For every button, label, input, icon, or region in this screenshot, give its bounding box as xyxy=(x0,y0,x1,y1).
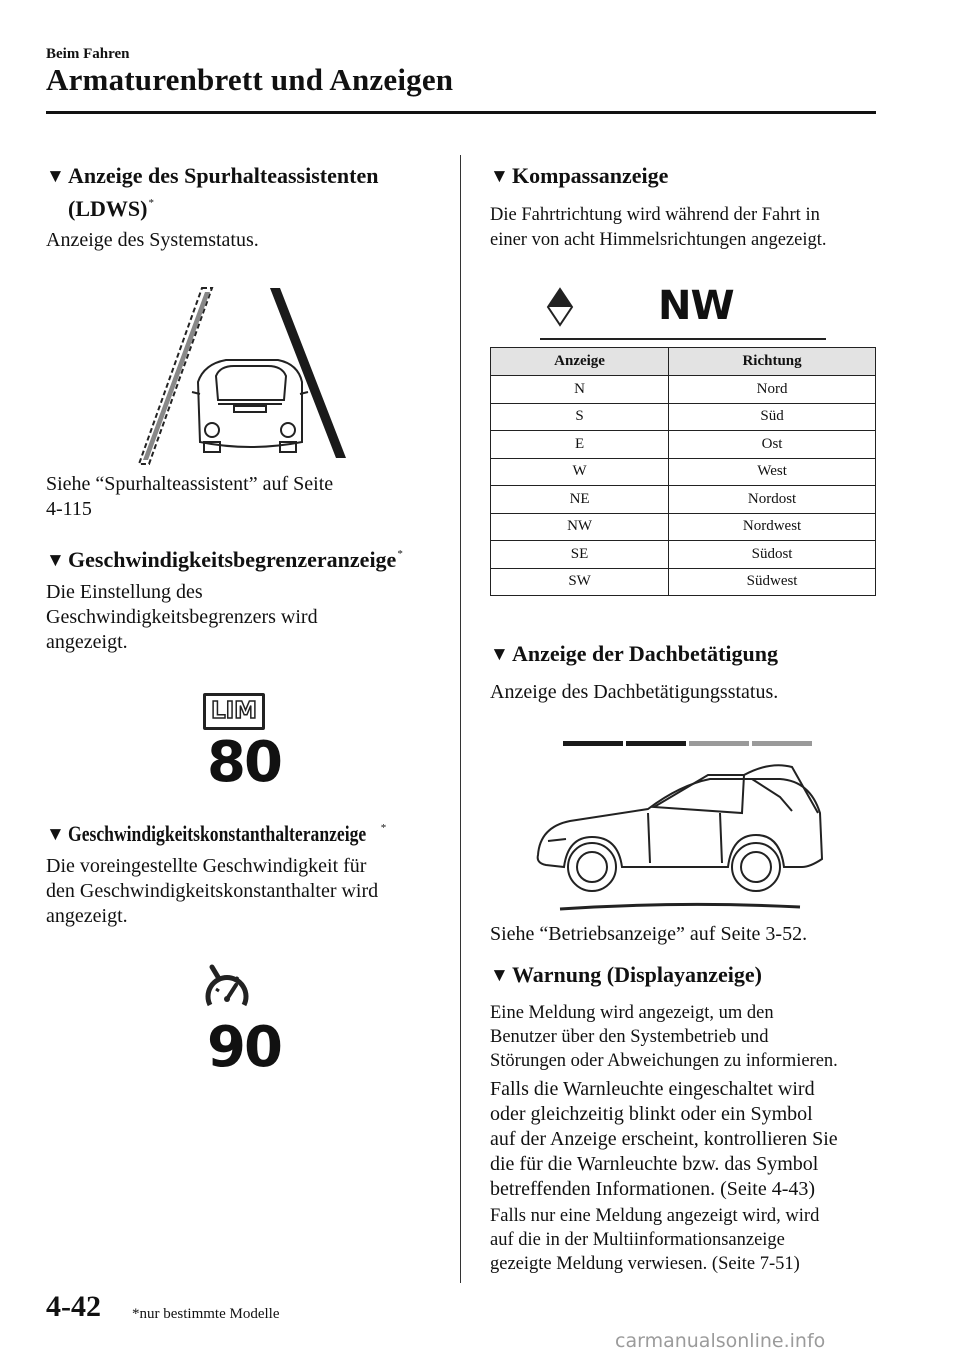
warning-text-body: Falls die Warnleuchte eingeschaltet wird oder gleichzeitig blinkt oder ein Symbol auf der Anzeige erscheint, kontrollieren Sie die für die Warnleuchte bzw. das Symbol betreffenden Informationen. (Seite 4-43) xyxy=(490,1078,838,1200)
triangle-down-icon: ▼ xyxy=(490,644,509,665)
warning-heading: ▼ Warnung (Displayanzeige) xyxy=(490,962,762,987)
lim-badge: LIM xyxy=(203,693,265,730)
compass-direction-table xyxy=(490,347,876,596)
table-header: Richtung xyxy=(669,348,876,376)
table-row: N Nord xyxy=(491,376,876,404)
table-row: NE Nordost xyxy=(491,486,876,514)
limiter-speed-value: 80 xyxy=(207,730,281,795)
cruise-speed-value: 90 xyxy=(207,1015,281,1080)
triangle-down-icon: ▼ xyxy=(490,166,509,187)
table-header: Anzeige xyxy=(491,348,669,376)
ldws-text: Anzeige des Systemstatus. xyxy=(46,229,259,251)
triangle-down-icon: ▼ xyxy=(46,824,65,845)
triangle-down-icon: ▼ xyxy=(490,965,509,986)
table-row: SE Südost xyxy=(491,541,876,569)
table-row: SW Südwest xyxy=(491,568,876,596)
ldws-reference: Siehe “Spurhalteassistent” auf Seite 4-115 xyxy=(46,473,334,520)
warning-text-outro: Falls nur eine Meldung angezeigt wird, wird auf die in der Multiinformationsanzeige gezeigte Meldung verwiesen. (Seite 7-51) xyxy=(490,1206,820,1274)
compass-heading: ▼ Kompassanzeige xyxy=(490,163,669,188)
page-title: Armaturenbrett und Anzeigen xyxy=(46,62,454,97)
triangle-down-icon: ▼ xyxy=(46,550,65,571)
page-number: 4-42 xyxy=(46,1290,101,1323)
warning-text-intro: Eine Meldung wird angezeigt, um den Benutzer über den Systembetrieb und Störungen oder Abweichungen zu informieren. xyxy=(490,1003,838,1071)
compass-display-value: NW xyxy=(658,283,734,329)
ldws-heading: ▼ Anzeige des Spurhalteassistenten (LDWS)* xyxy=(46,163,379,221)
cruise-text: Die voreingestellte Geschwindigkeit für den Geschwindigkeitskonstanthalter wird angezeigt. xyxy=(46,855,379,927)
column-divider xyxy=(460,155,461,1283)
table-row: W West xyxy=(491,458,876,486)
cruise-speedometer-icon xyxy=(204,963,250,1011)
watermark: carmanualsonline.info xyxy=(615,1330,826,1352)
table-row: NW Nordwest xyxy=(491,513,876,541)
compass-needle-icon xyxy=(538,287,582,327)
roof-status-illustration xyxy=(530,735,830,915)
compass-text: Die Fahrtrichtung wird während der Fahrt in einer von acht Himmelsrichtungen angezeigt. xyxy=(490,205,827,250)
roof-reference: Siehe “Betriebsanzeige” auf Seite 3-52. xyxy=(490,923,808,945)
footnote: *nur bestimmte Modelle xyxy=(132,1306,280,1322)
table-row: S Süd xyxy=(491,403,876,431)
ldws-lane-illustration xyxy=(130,282,350,468)
triangle-down-icon: ▼ xyxy=(46,166,65,187)
roof-text: Anzeige des Dachbetätigungsstatus. xyxy=(490,681,779,703)
table-row: E Ost xyxy=(491,431,876,459)
compass-underline xyxy=(540,338,826,340)
section-label: Beim Fahren xyxy=(46,46,130,62)
roof-heading: ▼ Anzeige der Dachbetätigung xyxy=(490,641,779,666)
limiter-text: Die Einstellung des Geschwindigkeitsbegrenzers wird angezeigt. xyxy=(46,581,318,653)
header-divider xyxy=(46,111,876,114)
cruise-heading: ▼ Geschwindigkeitskonstanthalteranzeige * xyxy=(46,821,387,846)
limiter-heading: ▼ Geschwindigkeitsbegrenzeranzeige* xyxy=(46,547,403,572)
